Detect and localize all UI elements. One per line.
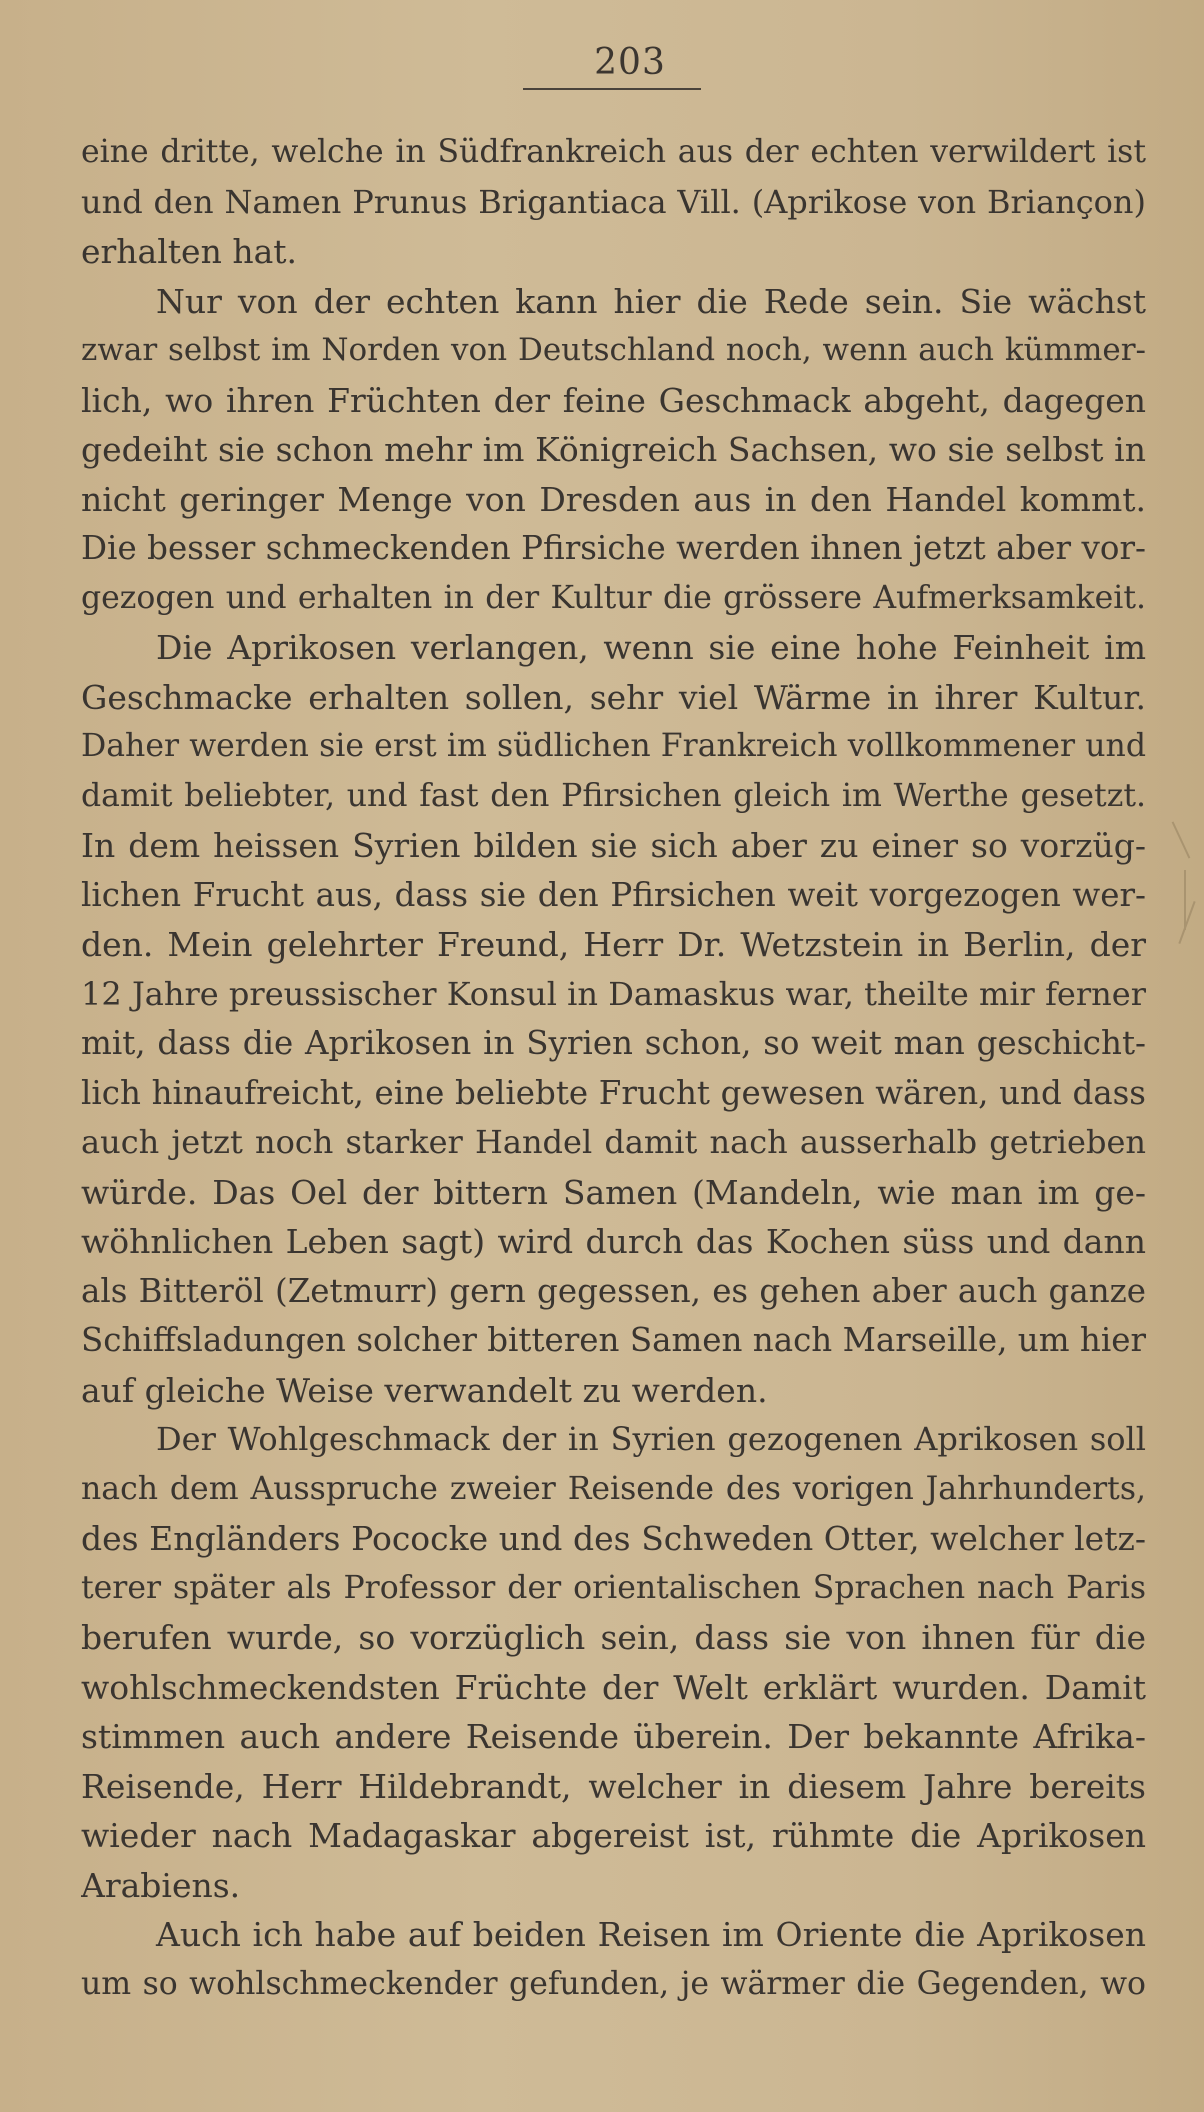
text-line: um so wohlschmeckender gefunden, je wärmer die Gegenden, wo <box>81 1965 1146 2002</box>
paragraph-start-line: Die Aprikosen verlangen, wenn sie eine hohe Feinheit im <box>156 628 1146 667</box>
text-line: stimmen auch andere Reisende überein. Der bekannte Afrika- <box>81 1717 1146 1756</box>
text-line: nach dem Ausspruche zweier Reisende des vorigen Jahrhunderts, <box>81 1470 1146 1507</box>
text-line: auf gleiche Weise verwandelt zu werden. <box>81 1370 768 1410</box>
text-line: wieder nach Madagaskar abgereist ist, rühmte die Aprikosen <box>81 1816 1146 1855</box>
paragraph-start-line: Der Wohlgeschmack der in Syrien gezogenen Aprikosen soll <box>156 1420 1146 1458</box>
text-line: Daher werden sie erst im südlichen Frankreich vollkommener und <box>81 728 1146 764</box>
text-line: wöhnlichen Leben sagt) wird durch das Kochen süss und dann <box>81 1222 1146 1261</box>
text-line: Schiffsladungen solcher bitteren Samen nach Marseille, um hier <box>81 1321 1146 1359</box>
text-line: terer später als Professor der orientalischen Sprachen nach Paris <box>81 1569 1146 1606</box>
text-line: lichen Frucht aus, dass sie den Pfirsichen weit vorgezogen wer- <box>81 875 1146 914</box>
text-line: berufen wurde, so vorzüglich sein, dass sie von ihnen für die <box>81 1618 1146 1657</box>
text-line: erhalten hat. <box>81 232 297 271</box>
header-rule <box>523 88 701 90</box>
text-line: zwar selbst im Norden von Deutschland noch, wenn auch kümmer- <box>81 332 1146 368</box>
text-line: wohlschmeckendsten Früchte der Welt erklärt wurden. Damit <box>81 1667 1146 1707</box>
text-line: Arabiens. <box>81 1865 241 1905</box>
text-line: lich, wo ihren Früchten der feine Geschmack abgeht, dagegen <box>81 380 1146 420</box>
text-line: gezogen und erhalten in der Kultur die grössere Aufmerksamkeit. <box>81 579 1146 616</box>
text-line: auch jetzt noch starker Handel damit nach ausserhalb getrieben <box>81 1123 1146 1161</box>
page-edge-mark <box>1172 821 1191 858</box>
text-line: 12 Jahre preussischer Konsul in Damaskus war, theilte mir ferner <box>81 974 1146 1013</box>
text-line: Reisende, Herr Hildebrandt, welcher in diesem Jahre bereits <box>81 1766 1146 1806</box>
text-line: damit beliebter, und fast den Pfirsichen gleich im Werthe gesetzt. <box>81 777 1146 814</box>
text-line: Geschmacke erhalten sollen, sehr viel Wärme in ihrer Kultur. <box>81 677 1146 717</box>
text-line: als Bitteröl (Zetmurr) gern gegessen, es gehen aber auch ganze <box>81 1271 1146 1310</box>
text-line: gedeiht sie schon mehr im Königreich Sachsen, wo sie selbst in <box>81 430 1146 469</box>
page-edge-mark <box>1178 901 1195 944</box>
paragraph-start-line: Auch ich habe auf beiden Reisen im Oriente die Aprikosen <box>156 1915 1146 1954</box>
text-line: Die besser schmeckenden Pfirsiche werden ihnen jetzt aber vor- <box>81 529 1146 567</box>
text-line: mit, dass die Aprikosen in Syrien schon, so weit man geschicht- <box>81 1024 1146 1062</box>
paragraph-start-line: Nur von der echten kann hier die Rede sein. Sie wächst <box>156 281 1146 321</box>
text-line: des Engländers Pococke und des Schweden Otter, welcher letz- <box>81 1519 1146 1558</box>
text-line: würde. Das Oel der bittern Samen (Mandeln, wie man im ge- <box>81 1172 1146 1212</box>
text-line: und den Namen Prunus Brigantiaca Vill. (Aprikose von Briançon) <box>81 182 1146 221</box>
body-text <box>81 128 1146 2009</box>
page-number: 203 <box>594 42 666 83</box>
text-line: eine dritte, welche in Südfrankreich aus der echten verwildert ist <box>81 134 1146 170</box>
text-line: In dem heissen Syrien bilden sie sich aber zu einer so vorzüg- <box>81 826 1146 865</box>
text-line: lich hinaufreicht, eine beliebte Frucht gewesen wären, und dass <box>81 1073 1146 1112</box>
text-line: den. Mein gelehrter Freund, Herr Dr. Wetzstein in Berlin, der <box>81 925 1146 964</box>
text-line: nicht geringer Menge von Dresden aus in den Handel kommt. <box>81 479 1146 519</box>
